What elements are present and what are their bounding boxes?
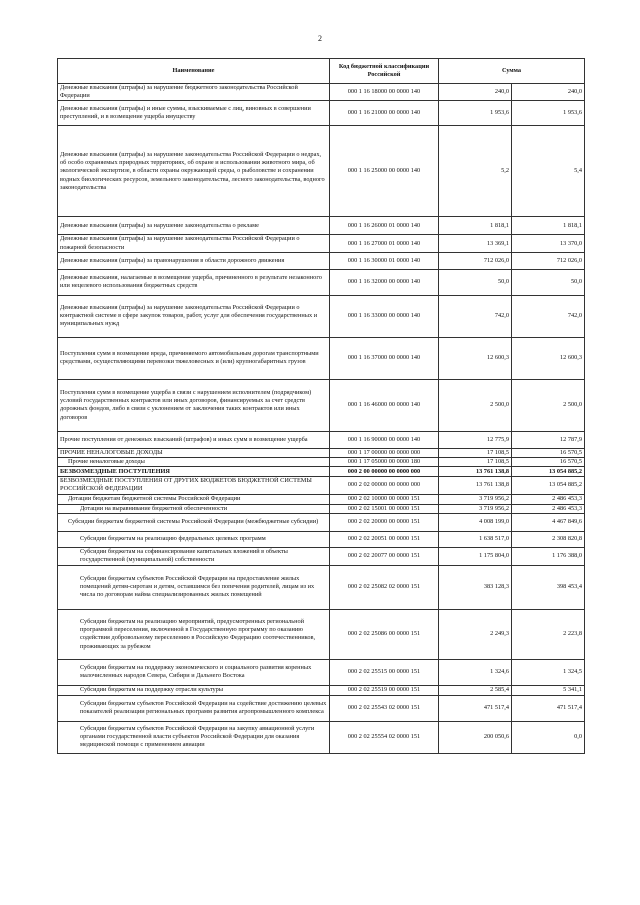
row-code: 000 1 17 00000 00 0000 000	[330, 448, 439, 457]
row-code: 000 2 02 20000 00 0000 151	[330, 513, 439, 531]
row-name: Субсидии бюджетам на реализацию федеральных целевых программ	[58, 531, 330, 547]
row-name: Дотации бюджетам бюджетной системы Российской Федерации	[58, 494, 330, 504]
row-name: Субсидии бюджетам на поддержку отрасли культуры	[58, 685, 330, 695]
row-name: Субсидии бюджетам субъектов Российской Федерации на предоставление жилых помещений детям-сиротам и детям, оставшимся без попечения родителей, лицам из их числа по договорам найма специализированных жилых помещений	[58, 565, 330, 609]
row-code: 000 1 16 90000 00 0000 140	[330, 431, 439, 448]
row-code: 000 1 16 37000 00 0000 140	[330, 337, 439, 379]
row-value-2: 13 370,0	[512, 235, 585, 252]
row-name: Субсидии бюджетам субъектов Российской Федерации на закупку авиационной услуги органами государственной власти субъектов Российской Федерации для оказания медицинской помощи с применением авиации	[58, 721, 330, 753]
table-row	[58, 494, 585, 504]
row-value-1: 1 818,1	[439, 217, 512, 235]
row-name: Субсидии бюджетам субъектов Российской Федерации на содействие достижению целевых показателей реализации региональных программ развития агропромышленного комплекса	[58, 695, 330, 721]
table-row	[58, 217, 585, 235]
table-row	[58, 531, 585, 547]
row-value-1: 1 324,6	[439, 659, 512, 685]
row-value-2: 5 341,1	[512, 685, 585, 695]
row-value-2: 5,4	[512, 126, 585, 217]
table-row	[58, 101, 585, 126]
table-row	[58, 609, 585, 659]
row-name: Субсидии бюджетам бюджетной системы Российской Федерации (межбюджетные субсидии)	[58, 513, 330, 531]
row-name: Поступления сумм в возмещение вреда, причиняемого автомобильным дорогам транспортными средствами, осуществляющими перевозки тяжеловесных и (или) крупногабаритных грузов	[58, 337, 330, 379]
row-name: Субсидии бюджетам на софинансирование капитальных вложений в объекты государственной (муниципальной) собственности	[58, 547, 330, 565]
row-name: Денежные взыскания (штрафы) за нарушение законодательства о рекламе	[58, 217, 330, 235]
row-code: 000 2 02 25082 02 0000 151	[330, 565, 439, 609]
row-code: 000 2 02 20051 00 0000 151	[330, 531, 439, 547]
row-value-2: 2 223,8	[512, 609, 585, 659]
row-name: Денежные взыскания (штрафы) за нарушение законодательства Российской Федерации о пожарной безопасности	[58, 235, 330, 252]
row-name: БЕЗВОЗМЕЗДНЫЕ ПОСТУПЛЕНИЯ ОТ ДРУГИХ БЮДЖЕТОВ БЮДЖЕТНОЙ СИСТЕМЫ РОССИЙСКОЙ ФЕДЕРАЦИИ	[58, 477, 330, 494]
row-code: 000 2 02 15001 00 0000 151	[330, 504, 439, 513]
row-value-2: 471 517,4	[512, 695, 585, 721]
row-value-1: 742,0	[439, 295, 512, 337]
row-name: Денежные взыскания (штрафы) и иные суммы, взыскиваемые с лиц, виновных в совершении преступлений, и в возмещение ущерба имуществу	[58, 101, 330, 126]
row-value-1: 13 369,1	[439, 235, 512, 252]
row-value-1: 50,0	[439, 269, 512, 295]
row-code: 000 1 16 46000 00 0000 140	[330, 379, 439, 431]
header-name: Наименование	[58, 59, 330, 84]
row-value-1: 1 953,6	[439, 101, 512, 126]
table-row	[58, 235, 585, 252]
row-code: 000 2 02 25086 00 0000 151	[330, 609, 439, 659]
row-value-2: 742,0	[512, 295, 585, 337]
row-code: 000 1 16 25000 00 0000 140	[330, 126, 439, 217]
row-value-2: 13 054 885,2	[512, 467, 585, 477]
row-name: Денежные взыскания (штрафы) за нарушение законодательства Российской Федерации о недрах, об особо охраняемых природных территориях, об охране и использовании животного мира, об экологической экспертизе, в области охраны окружающей среды, о рыболовстве и сохранении водных биологических ресурсов, земельного законодательства, лесного законодательства, водного законодательства	[58, 126, 330, 217]
table-body	[58, 84, 585, 754]
row-name: Денежные взыскания (штрафы) за правонарушения в области дорожного движения	[58, 252, 330, 269]
table-row	[58, 458, 585, 467]
row-value-1: 13 761 138,8	[439, 467, 512, 477]
row-value-2: 1 324,5	[512, 659, 585, 685]
row-value-2: 16 570,5	[512, 448, 585, 457]
row-value-1: 5,2	[439, 126, 512, 217]
row-code: 000 1 16 33000 00 0000 140	[330, 295, 439, 337]
row-value-2: 240,0	[512, 84, 585, 101]
row-name: ПРОЧИЕ НЕНАЛОГОВЫЕ ДОХОДЫ	[58, 448, 330, 457]
row-name: Денежные взыскания (штрафы) за нарушение законодательства Российской Федерации о контрактной системе в сфере закупок товаров, работ, услуг для обеспечения государственных и муниципальных нужд	[58, 295, 330, 337]
row-code: 000 1 16 26000 01 0000 140	[330, 217, 439, 235]
table-row	[58, 477, 585, 494]
row-value-2: 13 054 885,2	[512, 477, 585, 494]
table-row	[58, 337, 585, 379]
row-value-1: 17 108,5	[439, 458, 512, 467]
row-code: 000 1 17 05000 00 0000 180	[330, 458, 439, 467]
row-value-1: 1 638 517,0	[439, 531, 512, 547]
row-code: 000 2 02 25543 02 0000 151	[330, 695, 439, 721]
row-value-1: 4 008 199,0	[439, 513, 512, 531]
row-code: 000 2 02 20077 00 0000 151	[330, 547, 439, 565]
budget-revenue-table	[57, 58, 585, 754]
row-value-2: 12 600,3	[512, 337, 585, 379]
table-row	[58, 84, 585, 101]
header-sum: Сумма	[439, 59, 585, 84]
row-name: Субсидии бюджетам на поддержку экономического и социального развития коренных малочисленных народов Севера, Сибири и Дальнего Востока	[58, 659, 330, 685]
row-value-1: 2 249,3	[439, 609, 512, 659]
row-value-1: 12 775,9	[439, 431, 512, 448]
row-name: Денежные взыскания (штрафы) за нарушение бюджетного законодательства Российской Федерации	[58, 84, 330, 101]
header-code: Код бюджетной классификации Российской	[330, 59, 439, 84]
row-value-2: 1 176 388,0	[512, 547, 585, 565]
row-value-1: 471 517,4	[439, 695, 512, 721]
row-name: Прочие поступления от денежных взысканий (штрафов) и иных сумм в возмещение ущерба	[58, 431, 330, 448]
row-value-2: 12 787,9	[512, 431, 585, 448]
row-value-2: 398 453,4	[512, 565, 585, 609]
row-value-2: 2 308 820,8	[512, 531, 585, 547]
table-row	[58, 431, 585, 448]
row-code: 000 2 00 00000 00 0000 000	[330, 467, 439, 477]
table-row	[58, 513, 585, 531]
row-name: Поступления сумм в возмещение ущерба в связи с нарушением исполнителем (подрядчиком) условий государственных контрактов или иных договоров, финансируемых за счет средств дорожных фондов, либо в связи с уклонением от заключения таких контрактов или иных договоров	[58, 379, 330, 431]
table-row	[58, 695, 585, 721]
table-row	[58, 565, 585, 609]
table-row	[58, 721, 585, 753]
row-value-1: 2 500,0	[439, 379, 512, 431]
row-name: Прочие неналоговые доходы	[58, 458, 330, 467]
row-code: 000 1 16 21000 00 0000 140	[330, 101, 439, 126]
table-row	[58, 252, 585, 269]
row-value-2: 712 026,0	[512, 252, 585, 269]
table-row	[58, 547, 585, 565]
row-value-1: 12 600,3	[439, 337, 512, 379]
row-value-2: 2 500,0	[512, 379, 585, 431]
row-name: Денежные взыскания, налагаемые в возмещение ущерба, причиненного в результате незаконного или нецелевого использования бюджетных средств	[58, 269, 330, 295]
row-value-2: 1 953,6	[512, 101, 585, 126]
table-row	[58, 467, 585, 477]
row-value-2: 1 818,1	[512, 217, 585, 235]
row-value-2: 4 467 849,6	[512, 513, 585, 531]
row-value-1: 712 026,0	[439, 252, 512, 269]
row-code: 000 1 16 30000 01 0000 140	[330, 252, 439, 269]
row-code: 000 2 02 10000 00 0000 151	[330, 494, 439, 504]
table-row	[58, 126, 585, 217]
row-value-1: 3 719 956,2	[439, 494, 512, 504]
row-value-1: 17 108,5	[439, 448, 512, 457]
table-row	[58, 685, 585, 695]
table-header-row	[58, 59, 585, 84]
page-number: 2	[318, 34, 322, 43]
row-code: 000 1 16 27000 01 0000 140	[330, 235, 439, 252]
row-value-2: 2 486 453,3	[512, 494, 585, 504]
row-code: 000 2 02 25519 00 0000 151	[330, 685, 439, 695]
table-row	[58, 269, 585, 295]
row-value-1: 383 128,3	[439, 565, 512, 609]
table-row	[58, 448, 585, 457]
row-value-2: 16 570,5	[512, 458, 585, 467]
row-code: 000 2 02 00000 00 0000 000	[330, 477, 439, 494]
row-value-1: 1 175 804,0	[439, 547, 512, 565]
row-value-2: 50,0	[512, 269, 585, 295]
row-code: 000 2 02 25515 00 0000 151	[330, 659, 439, 685]
row-value-1: 200 050,6	[439, 721, 512, 753]
row-code: 000 2 02 25554 02 0000 151	[330, 721, 439, 753]
row-code: 000 1 16 32000 00 0000 140	[330, 269, 439, 295]
row-name: Дотации на выравнивание бюджетной обеспеченности	[58, 504, 330, 513]
row-name: БЕЗВОЗМЕЗДНЫЕ ПОСТУПЛЕНИЯ	[58, 467, 330, 477]
row-value-2: 0,0	[512, 721, 585, 753]
table-row	[58, 659, 585, 685]
row-value-1: 3 719 956,2	[439, 504, 512, 513]
table-row	[58, 379, 585, 431]
row-value-1: 240,0	[439, 84, 512, 101]
table-row	[58, 295, 585, 337]
table-row	[58, 504, 585, 513]
row-value-2: 2 486 453,3	[512, 504, 585, 513]
row-name: Субсидии бюджетам на реализацию мероприятий, предусмотренных региональной программой переселения, включенной в Государственную программу по оказанию содействия добровольному переселению в Российскую Федерацию соотечественников, проживающих за рубежом	[58, 609, 330, 659]
row-code: 000 1 16 18000 00 0000 140	[330, 84, 439, 101]
row-value-1: 2 585,4	[439, 685, 512, 695]
row-value-1: 13 761 138,8	[439, 477, 512, 494]
